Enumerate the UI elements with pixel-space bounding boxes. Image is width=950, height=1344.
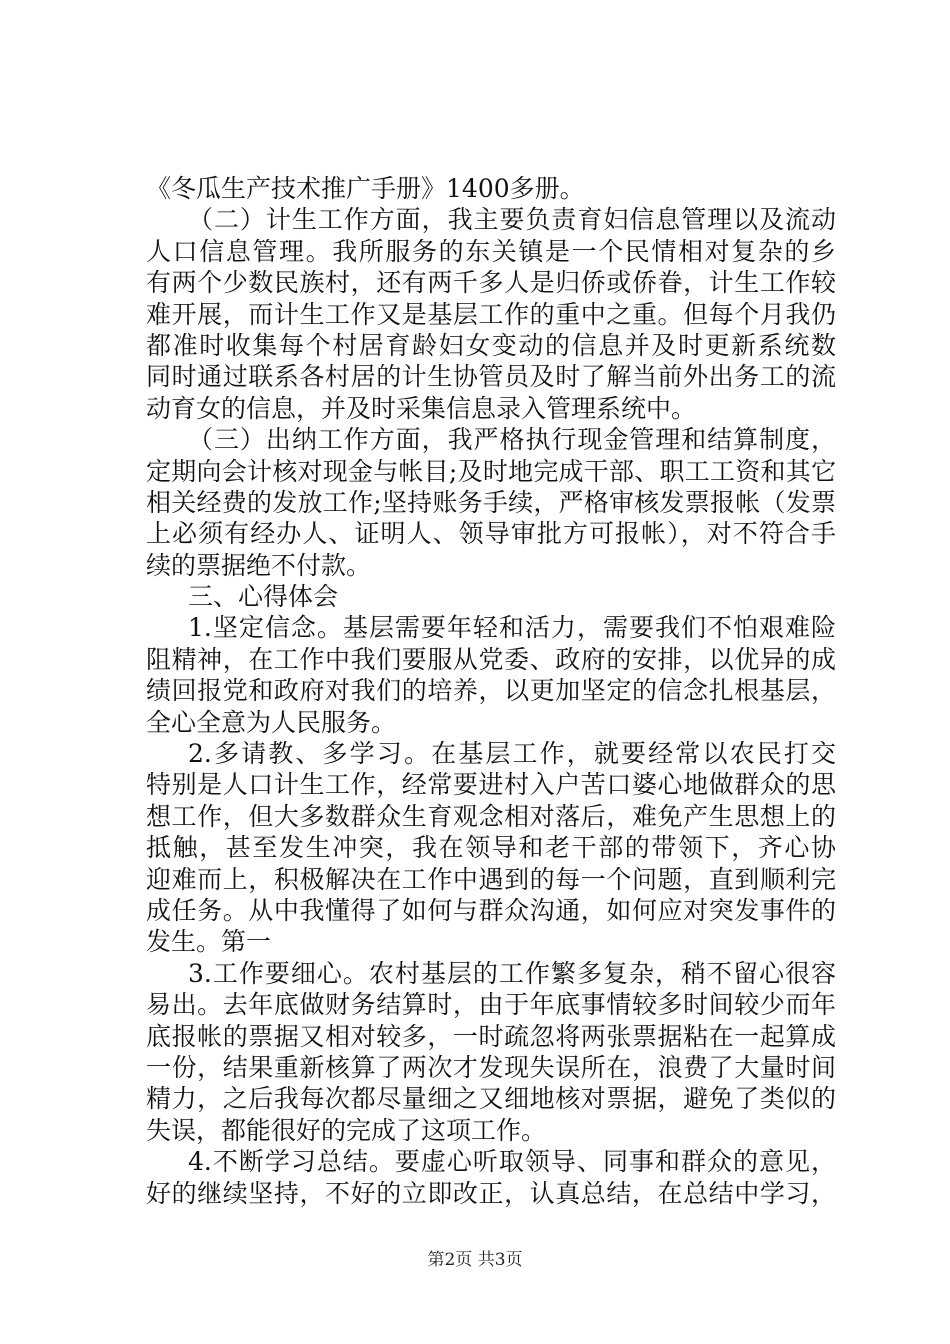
body-line: 续的票据绝不付款。 xyxy=(146,550,372,580)
body-line: 都准时收集每个村居育龄妇女变动的信息并及时更新系统数 xyxy=(146,330,836,360)
body-line: 3.工作要细心。农村基层的工作繁多复杂，稍不留心很容 xyxy=(188,958,836,988)
body-line: 《冬瓜生产技术推广手册》1400多册。 xyxy=(146,174,585,203)
body-line: 阻精神，在工作中我们要服从党委、政府的安排，以优异的成 xyxy=(146,644,836,674)
body-line: 想工作，但大多数群众生育观念相对落后，难免产生思想上的 xyxy=(146,801,836,831)
body-line: 绩回报党和政府对我们的培养，以更加坚定的信念扎根基层， xyxy=(146,676,836,706)
body-line: 同时通过联系各村居的计生协管员及时了解当前外出务工的流 xyxy=(146,362,836,392)
body-line: 成任务。从中我懂得了如何与群众沟通，如何应对突发事件的 xyxy=(146,895,836,925)
body-line: 抵触，甚至发生冲突，我在领导和老干部的带领下，齐心协 xyxy=(146,833,836,863)
document-body xyxy=(146,173,836,1209)
body-line: 上必须有经办人、证明人、领导审批方可报帐），对不符合手 xyxy=(146,519,836,549)
body-line: 易出。去年底做财务结算时，由于年底事情较多时间较少而年 xyxy=(146,990,836,1020)
body-line: （三）出纳工作方面，我严格执行现金管理和结算制度， xyxy=(188,425,836,455)
body-line: 4.不断学习总结。要虚心听取领导、同事和群众的意见， xyxy=(188,1147,836,1177)
body-line: 失误，都能很好的完成了这项工作。 xyxy=(146,1115,547,1145)
body-line: 人口信息管理。我所服务的东关镇是一个民情相对复杂的乡 xyxy=(146,236,836,266)
body-line: 好的继续坚持，不好的立即改正，认真总结，在总结中学习， xyxy=(146,1178,836,1208)
body-line: 精力，之后我每次都尽量细之又细地核对票据，避免了类似的 xyxy=(146,1084,836,1114)
body-line: 难开展，而计生工作又是基层工作的重中之重。但每个月我仍 xyxy=(146,299,836,329)
body-line: 相关经费的发放工作;坚持账务手续，严格审核发票报帐（发票 xyxy=(146,487,836,517)
body-line: 全心全意为人民服务。 xyxy=(146,707,397,737)
body-line: 发生。第一 xyxy=(146,927,272,957)
body-line: 迎难而上，积极解决在工作中遇到的每一个问题，直到顺利完 xyxy=(146,864,836,894)
body-line: 有两个少数民族村，还有两千多人是归侨或侨眷，计生工作较 xyxy=(146,268,836,298)
page-footer: 第2页 共3页 xyxy=(427,1250,523,1270)
body-line: 特别是人口计生工作，经常要进村入户苦口婆心地做群众的思 xyxy=(146,770,836,800)
body-line: 2.多请教、多学习。在基层工作，就要经常以农民打交 xyxy=(188,739,836,769)
body-line: 一份，结果重新核算了两次才发现失误所在，浪费了大量时间 xyxy=(146,1052,836,1082)
body-line: 三、心得体会 xyxy=(188,582,339,612)
body-line: 底报帐的票据又相对较多，一时疏忽将两张票据粘在一起算成 xyxy=(146,1021,836,1051)
body-line: 1.坚定信念。基层需要年轻和活力，需要我们不怕艰难险 xyxy=(188,613,836,643)
body-line: （二）计生工作方面，我主要负责育妇信息管理以及流动 xyxy=(188,205,836,235)
body-line: 动育女的信息，并及时采集信息录入管理系统中。 xyxy=(146,393,697,423)
body-line: 定期向会计核对现金与帐目;及时地完成干部、职工工资和其它 xyxy=(146,456,836,486)
